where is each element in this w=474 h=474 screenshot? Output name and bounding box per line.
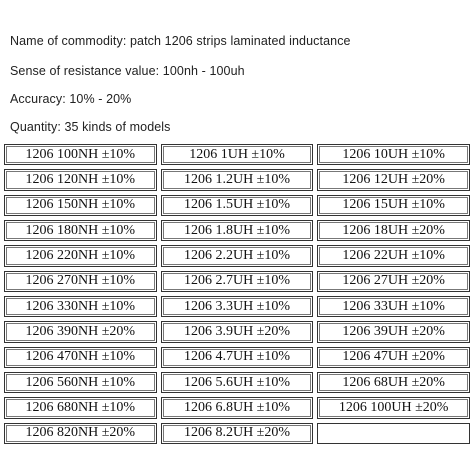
table-cell: 1206 150NH ±10%: [4, 195, 157, 216]
table-cell: 1206 270NH ±10%: [4, 271, 157, 292]
table-cell: 1206 10UH ±10%: [317, 144, 470, 165]
table-cell: 1206 39UH ±20%: [317, 321, 470, 342]
table-cell: 1206 100UH ±20%: [317, 397, 470, 418]
resistance-range-text: Sense of resistance value: 100nh - 100uh: [10, 64, 245, 78]
table-cell: 1206 68UH ±20%: [317, 372, 470, 393]
table-cell: 1206 820NH ±20%: [4, 423, 157, 444]
table-cell: 1206 18UH ±20%: [317, 220, 470, 241]
table-cell: 1206 33UH ±10%: [317, 296, 470, 317]
table-cell: 1206 27UH ±20%: [317, 271, 470, 292]
accuracy-text: Accuracy: 10% - 20%: [10, 92, 132, 106]
table-cell: 1206 470NH ±10%: [4, 347, 157, 368]
table-cell: 1206 2.7UH ±10%: [161, 271, 314, 292]
table-cell: 1206 180NH ±10%: [4, 220, 157, 241]
table-cell: 1206 22UH ±10%: [317, 245, 470, 266]
table-cell: 1206 1.2UH ±10%: [161, 169, 314, 190]
table-cell: 1206 12UH ±20%: [317, 169, 470, 190]
quantity-text: Quantity: 35 kinds of models: [10, 120, 171, 134]
table-cell: 1206 5.6UH ±10%: [161, 372, 314, 393]
table-cell: 1206 15UH ±10%: [317, 195, 470, 216]
table-cell: 1206 1.8UH ±10%: [161, 220, 314, 241]
table-cell: 1206 1UH ±10%: [161, 144, 314, 165]
table-cell: 1206 47UH ±20%: [317, 347, 470, 368]
table-cell: 1206 330NH ±10%: [4, 296, 157, 317]
table-cell: 1206 220NH ±10%: [4, 245, 157, 266]
table-cell-empty: [317, 423, 470, 444]
table-cell: 1206 100NH ±10%: [4, 144, 157, 165]
table-cell: 1206 8.2UH ±20%: [161, 423, 314, 444]
table-cell: 1206 3.9UH ±20%: [161, 321, 314, 342]
table-cell: 1206 560NH ±10%: [4, 372, 157, 393]
table-cell: 1206 2.2UH ±10%: [161, 245, 314, 266]
table-cell: 1206 390NH ±20%: [4, 321, 157, 342]
table-cell: 1206 4.7UH ±10%: [161, 347, 314, 368]
table-cell: 1206 1.5UH ±10%: [161, 195, 314, 216]
table-cell: 1206 6.8UH ±10%: [161, 397, 314, 418]
commodity-name-text: Name of commodity: patch 1206 strips laminated inductance: [10, 34, 351, 48]
inductor-model-table: [4, 144, 470, 444]
table-cell: 1206 120NH ±10%: [4, 169, 157, 190]
table-cell: 1206 680NH ±10%: [4, 397, 157, 418]
table-cell: 1206 3.3UH ±10%: [161, 296, 314, 317]
